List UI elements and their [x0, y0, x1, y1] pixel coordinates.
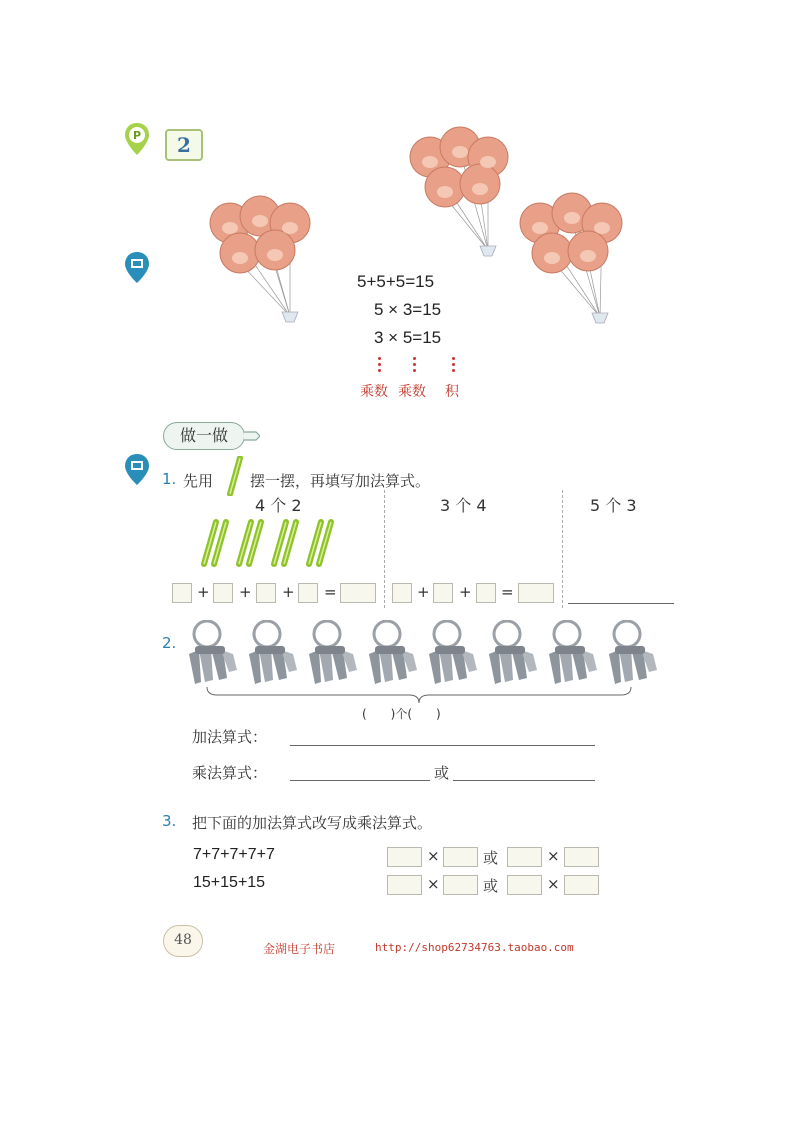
store-url[interactable]: http://shop62734763.taobao.com	[375, 941, 574, 954]
q1-divider-2	[562, 490, 563, 608]
page-number-badge	[163, 925, 203, 957]
q2-mul-label: 乘法算式：	[192, 764, 268, 782]
q2-mul-answer-line-1[interactable]	[290, 780, 430, 781]
q1-divider-1	[384, 490, 385, 608]
page-number: 48	[174, 932, 192, 948]
q3-row-1-expr: 7+7+7+7+7	[193, 846, 275, 863]
q3-text: 把下面的加法算式改写成乘法算式。	[192, 814, 433, 832]
sticks-image	[196, 518, 336, 568]
q3-number: 3.	[162, 812, 177, 830]
q3-row-2-box-2[interactable]	[443, 875, 478, 895]
q1-col-3-label: 5 个 3	[590, 496, 637, 515]
multiplication-equation-2: 3 × 5=15	[374, 328, 442, 347]
q3-row-1-box-3[interactable]	[507, 847, 542, 867]
q1-b-result-box[interactable]	[518, 583, 554, 603]
q1-c-answer-line[interactable]	[568, 603, 674, 604]
q1-a-box-2[interactable]	[213, 583, 233, 603]
q1-b-box-2[interactable]	[433, 583, 453, 603]
q1-text-after: 摆一摆，再填写加法算式。	[250, 472, 431, 490]
product-dots	[452, 357, 456, 375]
q1-a-plus-1: +	[197, 583, 210, 601]
screen-marker-icon	[123, 250, 151, 286]
q1-b-equals: =	[501, 583, 514, 601]
q1-a-result-box[interactable]	[340, 583, 376, 603]
q3-row-1-or: 或	[483, 849, 499, 867]
multiplication-equation-1: 5 × 3=15	[374, 300, 442, 319]
bear-balloons-left-image	[200, 188, 320, 328]
q2-caption: ( )个( )	[362, 707, 441, 721]
label-factor-1: 乘数	[360, 384, 388, 400]
lesson-number-badge	[165, 129, 203, 161]
q1-a-box-3[interactable]	[256, 583, 276, 603]
q1-a-plus-3: +	[282, 583, 295, 601]
q3-row-1-box-2[interactable]	[443, 847, 478, 867]
lesson-number: 2	[177, 133, 191, 157]
q3-row-1-box-4[interactable]	[564, 847, 599, 867]
q3-row-1-box-1[interactable]	[387, 847, 422, 867]
keys-image	[185, 620, 665, 690]
q3-row-2-box-3[interactable]	[507, 875, 542, 895]
brace	[205, 685, 633, 705]
q1-col-2-label: 3 个 4	[440, 496, 487, 515]
q3-row-2-box-4[interactable]	[564, 875, 599, 895]
bear-balloons-right-image	[510, 185, 630, 330]
q3-row-2-expr: 15+15+15	[193, 874, 266, 891]
label-product: 积	[445, 384, 459, 400]
q1-a-plus-2: +	[239, 583, 252, 601]
q3-row-1-times-1: ×	[427, 847, 440, 865]
factor1-dots	[378, 357, 382, 375]
q1-a-box-1[interactable]	[172, 583, 192, 603]
q1-col-1-label: 4 个 2	[255, 496, 302, 515]
q1-b-plus-2: +	[459, 583, 472, 601]
q1-b-box-3[interactable]	[476, 583, 496, 603]
label-factor-2: 乘数	[398, 384, 426, 400]
q2-number: 2.	[162, 634, 177, 652]
bear-balloons-top-image	[400, 122, 515, 262]
factor2-dots	[413, 357, 417, 375]
q3-row-2-times-1: ×	[427, 875, 440, 893]
p-marker-icon	[123, 121, 151, 159]
q2-or: 或	[434, 764, 450, 782]
q1-text-before: 先用	[183, 472, 214, 490]
activity-title-badge	[163, 422, 245, 450]
q2-add-label: 加法算式：	[192, 728, 268, 746]
screen-marker-icon-2	[123, 452, 151, 488]
q1-b-box-1[interactable]	[392, 583, 412, 603]
q1-a-box-4[interactable]	[298, 583, 318, 603]
q1-a-equals: =	[324, 583, 337, 601]
q3-row-1-times-2: ×	[547, 847, 560, 865]
q1-number: 1.	[162, 470, 177, 488]
q3-row-2-box-1[interactable]	[387, 875, 422, 895]
svg-text:P: P	[132, 129, 142, 142]
q3-row-2-times-2: ×	[547, 875, 560, 893]
activity-title-tail	[244, 430, 260, 442]
stick-icon	[226, 456, 244, 496]
q3-row-2-or: 或	[483, 877, 499, 895]
q2-add-answer-line[interactable]	[290, 745, 595, 746]
addition-equation: 5+5+5=15	[357, 272, 435, 291]
activity-title: 做一做	[179, 426, 228, 445]
store-name: 金湖电子书店	[263, 942, 336, 956]
q1-b-plus-1: +	[417, 583, 430, 601]
q2-mul-answer-line-2[interactable]	[453, 780, 595, 781]
